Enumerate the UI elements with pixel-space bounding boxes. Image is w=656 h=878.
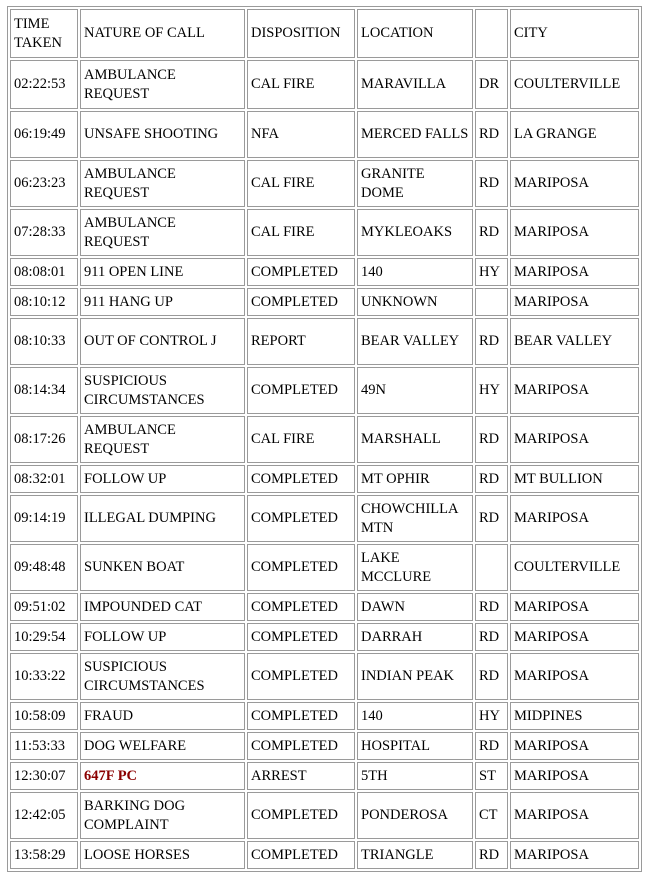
cell-suffix xyxy=(475,288,508,316)
cell-disposition: COMPLETED xyxy=(247,732,355,760)
cell-suffix: RD xyxy=(475,318,508,365)
cell-time: 10:33:22 xyxy=(10,653,78,700)
cell-time: 07:28:33 xyxy=(10,209,78,256)
cell-nature: AMBULANCE REQUEST xyxy=(80,60,245,109)
cell-time: 06:19:49 xyxy=(10,111,78,158)
header-suffix xyxy=(475,9,508,58)
cell-location: DARRAH xyxy=(357,623,473,651)
cell-location: TRIANGLE xyxy=(357,841,473,869)
cell-suffix: RD xyxy=(475,495,508,542)
cell-disposition: NFA xyxy=(247,111,355,158)
table-row xyxy=(10,792,639,839)
cell-time: 10:58:09 xyxy=(10,702,78,730)
cell-city: MARIPOSA xyxy=(510,367,639,414)
cell-time: 09:48:48 xyxy=(10,544,78,591)
cell-suffix: RD xyxy=(475,209,508,256)
header-disposition: DISPOSITION xyxy=(247,9,355,58)
cell-nature: SUNKEN BOAT xyxy=(80,544,245,591)
table-row xyxy=(10,465,639,493)
cell-time: 08:14:34 xyxy=(10,367,78,414)
table-row xyxy=(10,416,639,463)
cell-location: UNKNOWN xyxy=(357,288,473,316)
cell-time: 06:23:23 xyxy=(10,160,78,207)
cell-suffix: RD xyxy=(475,732,508,760)
cell-location: GRANITE DOME xyxy=(357,160,473,207)
cell-time: 08:10:12 xyxy=(10,288,78,316)
cell-nature: FOLLOW UP xyxy=(80,465,245,493)
cell-disposition: CAL FIRE xyxy=(247,160,355,207)
table-row xyxy=(10,367,639,414)
cell-city: MARIPOSA xyxy=(510,762,639,790)
cell-nature: 647F PC xyxy=(80,762,245,790)
table-row xyxy=(10,209,639,256)
cell-city: MARIPOSA xyxy=(510,732,639,760)
cell-time: 12:42:05 xyxy=(10,792,78,839)
cell-city: LA GRANGE xyxy=(510,111,639,158)
cell-suffix: ST xyxy=(475,762,508,790)
cell-time: 13:58:29 xyxy=(10,841,78,869)
table-row xyxy=(10,593,639,621)
table-row xyxy=(10,318,639,365)
cell-suffix: DR xyxy=(475,60,508,109)
cell-time: 08:17:26 xyxy=(10,416,78,463)
cell-city: MARIPOSA xyxy=(510,288,639,316)
cell-time: 02:22:53 xyxy=(10,60,78,109)
cell-location: MT OPHIR xyxy=(357,465,473,493)
cell-disposition: ARREST xyxy=(247,762,355,790)
cell-suffix: RD xyxy=(475,623,508,651)
cell-nature: IMPOUNDED CAT xyxy=(80,593,245,621)
cell-disposition: COMPLETED xyxy=(247,593,355,621)
cell-location: MERCED FALLS xyxy=(357,111,473,158)
cell-nature: BARKING DOG COMPLAINT xyxy=(80,792,245,839)
cell-city: MT BULLION xyxy=(510,465,639,493)
cell-nature: SUSPICIOUS CIRCUMSTANCES xyxy=(80,367,245,414)
cell-disposition: COMPLETED xyxy=(247,841,355,869)
cell-nature: DOG WELFARE xyxy=(80,732,245,760)
header-time: TIME TAKEN xyxy=(10,9,78,58)
cell-disposition: COMPLETED xyxy=(247,367,355,414)
cell-city: MARIPOSA xyxy=(510,653,639,700)
cell-suffix: RD xyxy=(475,465,508,493)
cell-suffix: HY xyxy=(475,702,508,730)
table-row xyxy=(10,702,639,730)
cell-nature: OUT OF CONTROL J xyxy=(80,318,245,365)
cell-location: DAWN xyxy=(357,593,473,621)
header-city: CITY xyxy=(510,9,639,58)
cell-location: 140 xyxy=(357,258,473,286)
cell-suffix: RD xyxy=(475,111,508,158)
cell-nature: UNSAFE SHOOTING xyxy=(80,111,245,158)
cell-disposition: REPORT xyxy=(247,318,355,365)
table-row xyxy=(10,762,639,790)
cell-disposition: COMPLETED xyxy=(247,653,355,700)
table-row xyxy=(10,653,639,700)
cell-nature: ILLEGAL DUMPING xyxy=(80,495,245,542)
table-row xyxy=(10,544,639,591)
table-row xyxy=(10,288,639,316)
cell-location: PONDEROSA xyxy=(357,792,473,839)
cell-disposition: COMPLETED xyxy=(247,465,355,493)
cell-city: MARIPOSA xyxy=(510,593,639,621)
header-row xyxy=(10,9,639,58)
cell-time: 08:32:01 xyxy=(10,465,78,493)
cell-disposition: COMPLETED xyxy=(247,702,355,730)
table-row xyxy=(10,60,639,109)
cell-city: MARIPOSA xyxy=(510,841,639,869)
cell-location: MYKLEOAKS xyxy=(357,209,473,256)
cell-location: INDIAN PEAK xyxy=(357,653,473,700)
call-log-table xyxy=(7,6,642,872)
table-row xyxy=(10,111,639,158)
cell-location: LAKE MCCLURE xyxy=(357,544,473,591)
cell-nature: FOLLOW UP xyxy=(80,623,245,651)
table-row xyxy=(10,258,639,286)
table-row xyxy=(10,160,639,207)
cell-city: MARIPOSA xyxy=(510,623,639,651)
cell-city: MARIPOSA xyxy=(510,209,639,256)
cell-nature: 911 HANG UP xyxy=(80,288,245,316)
table-row xyxy=(10,623,639,651)
table-row xyxy=(10,732,639,760)
cell-nature: 911 OPEN LINE xyxy=(80,258,245,286)
cell-location: HOSPITAL xyxy=(357,732,473,760)
cell-nature: LOOSE HORSES xyxy=(80,841,245,869)
cell-city: COULTERVILLE xyxy=(510,60,639,109)
table-row xyxy=(10,495,639,542)
cell-location: 140 xyxy=(357,702,473,730)
cell-time: 09:14:19 xyxy=(10,495,78,542)
cell-city: BEAR VALLEY xyxy=(510,318,639,365)
cell-time: 08:08:01 xyxy=(10,258,78,286)
cell-disposition: CAL FIRE xyxy=(247,60,355,109)
cell-suffix: HY xyxy=(475,258,508,286)
cell-city: COULTERVILLE xyxy=(510,544,639,591)
cell-location: MARSHALL xyxy=(357,416,473,463)
cell-location: BEAR VALLEY xyxy=(357,318,473,365)
header-location: LOCATION xyxy=(357,9,473,58)
cell-disposition: COMPLETED xyxy=(247,792,355,839)
cell-city: MARIPOSA xyxy=(510,160,639,207)
cell-disposition: CAL FIRE xyxy=(247,209,355,256)
cell-suffix: RD xyxy=(475,841,508,869)
cell-city: MARIPOSA xyxy=(510,792,639,839)
cell-city: MIDPINES xyxy=(510,702,639,730)
cell-location: 49N xyxy=(357,367,473,414)
cell-location: 5TH xyxy=(357,762,473,790)
cell-suffix: RD xyxy=(475,416,508,463)
cell-nature: AMBULANCE REQUEST xyxy=(80,160,245,207)
cell-city: MARIPOSA xyxy=(510,416,639,463)
cell-location: MARAVILLA xyxy=(357,60,473,109)
cell-nature: FRAUD xyxy=(80,702,245,730)
cell-suffix: RD xyxy=(475,653,508,700)
cell-location: CHOWCHILLA MTN xyxy=(357,495,473,542)
cell-disposition: COMPLETED xyxy=(247,544,355,591)
cell-time: 11:53:33 xyxy=(10,732,78,760)
cell-time: 12:30:07 xyxy=(10,762,78,790)
cell-suffix: CT xyxy=(475,792,508,839)
cell-disposition: CAL FIRE xyxy=(247,416,355,463)
cell-disposition: COMPLETED xyxy=(247,495,355,542)
cell-time: 09:51:02 xyxy=(10,593,78,621)
cell-suffix: RD xyxy=(475,160,508,207)
cell-nature: SUSPICIOUS CIRCUMSTANCES xyxy=(80,653,245,700)
table-row xyxy=(10,841,639,869)
cell-nature: AMBULANCE REQUEST xyxy=(80,209,245,256)
header-nature: NATURE OF CALL xyxy=(80,9,245,58)
cell-disposition: COMPLETED xyxy=(247,288,355,316)
cell-disposition: COMPLETED xyxy=(247,623,355,651)
cell-time: 08:10:33 xyxy=(10,318,78,365)
cell-nature: AMBULANCE REQUEST xyxy=(80,416,245,463)
cell-city: MARIPOSA xyxy=(510,258,639,286)
cell-suffix: HY xyxy=(475,367,508,414)
cell-city: MARIPOSA xyxy=(510,495,639,542)
cell-time: 10:29:54 xyxy=(10,623,78,651)
cell-suffix xyxy=(475,544,508,591)
cell-disposition: COMPLETED xyxy=(247,258,355,286)
cell-suffix: RD xyxy=(475,593,508,621)
